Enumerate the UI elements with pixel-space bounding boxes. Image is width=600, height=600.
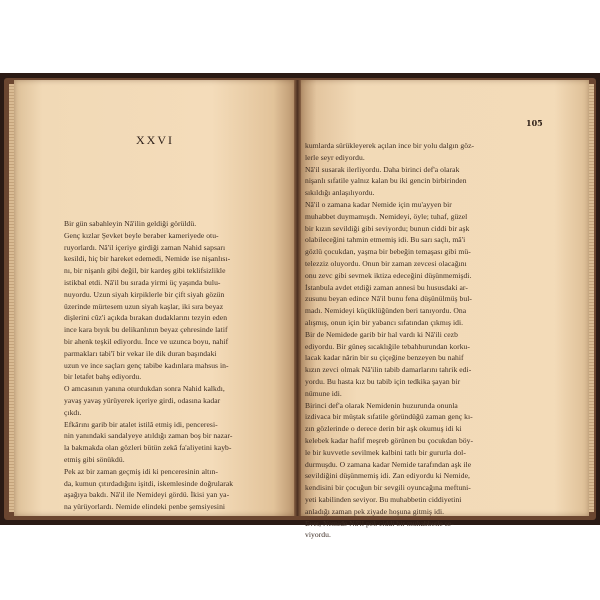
text-line: bir ahenk teşkil ediyordu. İnce ve uzunca boyu, nahif	[64, 336, 229, 346]
text-line: onu zevc gibi sevmek iktiza edeceğini düşünmemişdi.	[305, 270, 472, 280]
text-line: Efkârını garib bir atalet istilâ etmiş idi, penceresi-	[64, 419, 218, 429]
text-line: izdivaca bir müştak sıfatile göründüğü zaman genç kı-	[305, 412, 473, 422]
text-line: yavaş yavaş yürüyerek içeriye girdi, odasına kadar	[64, 395, 221, 405]
text-line: Nâ'il susarak ilerliyordu. Daha birinci def'a olarak	[305, 164, 460, 174]
text-line: telezziz oluyordu. Onun bir zaman zevcesi olacağını	[305, 258, 467, 268]
text-line: kesildi, hiç bir hareket edemedi, Nemide ise nişanlısı-	[64, 254, 231, 264]
text-line: Bir de Nemidede garib bir hal vardı ki Nâ'ili cezb	[305, 329, 458, 339]
text-line: ediyordu. Bir güneş sıcaklığile tebahhurundan korku-	[305, 341, 470, 351]
text-line: lacak kadar nârin bir su çiçeğine benzeyen bu nahif	[305, 353, 464, 363]
text-line: etmiş gibi sönükdü.	[64, 454, 125, 464]
text-line: alışmış, onun için bir yabancı sıfatından çıkmış idi.	[305, 317, 464, 327]
chapter-heading: XXVI	[136, 133, 174, 147]
text-line: zusunu beyan edince Nâ'il bunu fena düşünülmüş bul-	[305, 294, 472, 304]
text-line: viyordu.	[305, 530, 331, 540]
text-line: nişanlı sıfatile yalnız kalan bu iki gencin birbirinden	[305, 176, 467, 186]
left-page-text	[64, 218, 280, 513]
text-line: gözlü çocukdan, yaşma bir bebeğin temaşası gibi mü-	[305, 247, 471, 257]
text-line: Bir gün sabahleyin Nâ'ilin geldiği görüldü.	[64, 219, 197, 228]
page-number: 105	[526, 118, 543, 128]
text-line: Birinci def'a olarak Nemidenin huzurunda onunla	[305, 400, 458, 410]
text-line: kendisini bir çocuğun bir sevgili oyuncağına meftuni-	[305, 483, 471, 493]
text-line: kızın zevci olmak Nâ'ilin tabib damarlarını tahrik edi-	[305, 365, 472, 375]
text-line: le bir kuvvetle sevilmek kalbini tatlı bir gururla dol-	[305, 447, 466, 457]
text-line: çıkdı.	[64, 407, 82, 417]
text-line: Evet, Nemide Nâ'il pek ciddi bir muhabbetle se-	[305, 518, 454, 528]
text-line: dişlerini cûz'i açıkda bırakan dudaklarını tezyin eden	[64, 313, 228, 323]
text-line: muhabbet duymamışdı. Nemideyi, öyle; tuhaf, güzel	[305, 211, 468, 221]
text-line: yeti kabilinden seviyor. Bu muhabbetin ciddiyetini	[305, 494, 462, 504]
text-line: kumlarda sürükleyerek açılan ince bir yolu dalgın göz-	[305, 141, 475, 150]
text-line: la bakmakda olan gözleri bütün zekâ fa'aliyetini kayb-	[64, 443, 232, 453]
text-line: kelebek kadar hafif meşreb görünen bu çocukdan böy-	[305, 435, 474, 445]
text-line: Pek az bir zaman geçmiş idi ki penceresinin altın-	[64, 466, 218, 476]
text-line: ince kara bıyık bu delikanlının beyaz çehresinde latif	[64, 325, 228, 335]
text-line: uzun ve ince saçları genç tabibe kadınlara mahsus in-	[64, 360, 229, 370]
text-line: zın gözlerinde o derece derin bir aşk okumuş idi ki	[305, 424, 462, 434]
text-line: nin yanındaki sandalyeye atıldığı zaman boş bir nazar-	[64, 431, 233, 441]
text-line: üzerinde mürtesem uzun siyah kaşlar, iki sıra beyaz	[64, 301, 224, 311]
text-line: nuyordu. Uzun siyah kirpiklerle bir çift siyah gözün	[64, 289, 225, 299]
text-line: Genç kızlar Şevket beyle beraber kameriyede otu-	[64, 230, 219, 240]
text-line: bir kızın sevildiği gibi seviyordu; bunun ciddi bir aşk	[305, 223, 470, 233]
text-line: nümune idi.	[305, 388, 342, 398]
text-line: sıkıldığı anlaşılıyordu.	[305, 188, 375, 198]
text-line: anladığı zaman pek ziyade hoşuna gitmiş idi.	[305, 506, 445, 516]
text-line: istikbal etdi. Nâ'il bu sırada yirmi üç yaşında bulu-	[64, 277, 221, 287]
text-line: yordu. Bu hasta kız bu tabib için tedkika şayan bir	[305, 376, 461, 386]
text-line: sevildiğini düşünmemiş idi. Zan ediyordu ki Nemide,	[305, 471, 470, 481]
text-line: durmuşdu. O zamana kadar Nemide tarafından aşk ile	[305, 459, 472, 469]
text-line: Nâ'il o zamana kadar Nemide için mu'ayyen bir	[305, 199, 452, 209]
text-line: nı, bir nişanlı gibi değil, bir kardeş gibi teklifsizlikle	[64, 266, 226, 276]
text-line: madı. Nemideyi küçüklüğünden beri tanıyordu. Ona	[305, 306, 467, 316]
text-line: bir letafet bahş ediyordu.	[64, 372, 142, 382]
right-page-edges	[589, 84, 594, 512]
text-line: da, kumun çıtırdadığını işitdi, iskemlesinde doğrularak	[64, 478, 234, 488]
text-line: aşağıya bakdı. Nâ'il ile Nemideyi gördü. İkisi yan ya-	[64, 490, 230, 500]
text-line: parmakları tabi'î bir vekar ile dik duran başındaki	[64, 348, 217, 358]
text-line: O amcasının yanına oturdukdan sonra Nahid kalkdı,	[64, 384, 225, 394]
text-line: İstanbula avdet etdiği zaman annesi bu hususdaki ar-	[305, 282, 468, 292]
text-line: ruyorlardı. Nâ'il içeriye girdiği zaman Nahid sapsarı	[64, 242, 226, 252]
text-line: na yürüyorlardı. Nemide elindeki penbe şemsiyesini	[64, 502, 226, 512]
text-line: olabileceğini tahmin etmemiş idi. Bu sarı saçlı, mâ'i	[305, 235, 466, 245]
right-page-text	[305, 140, 525, 541]
text-line: lerle seyr ediyordu.	[305, 152, 365, 162]
